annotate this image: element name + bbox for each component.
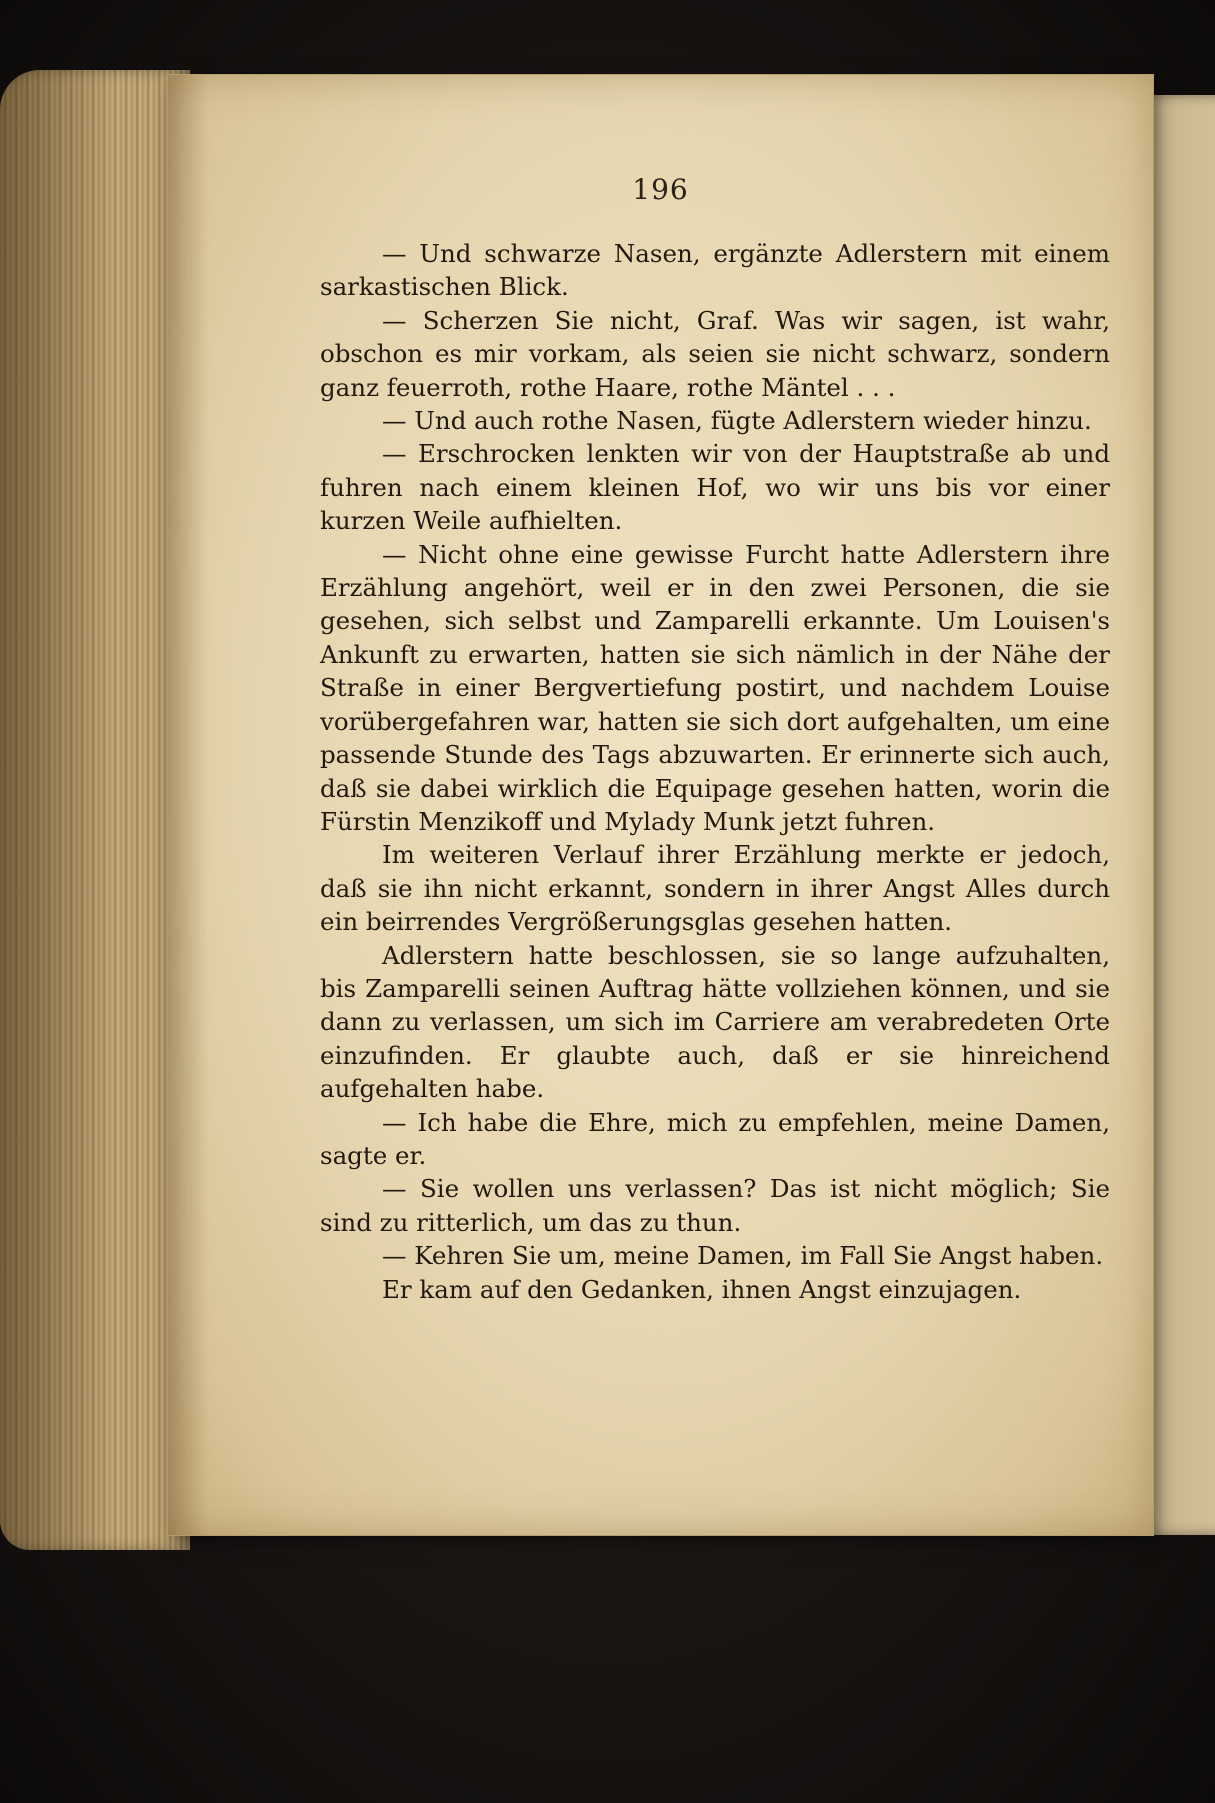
paragraph: — Kehren Sie um, meine Damen, im Fall Sie Angst haben.: [382, 1241, 1104, 1271]
paragraph: — Scherzen Sie nicht, Graf. Was wir sagen, ist wahr, obschon es mir vorkam, als seien sie nicht schwarz, sondern ganz feuerroth, rothe Haare, rothe Mäntel . . .: [320, 305, 1110, 402]
paragraph: Im weiteren Verlauf ihrer Erzählung merkte er jedoch, daß sie ihn nicht erkannt, sondern in ihrer Angst Alles durch ein beirrendes Vergrößerungsglas gesehen hatten.: [320, 840, 1110, 937]
paragraph: Adlerstern hatte beschlossen, sie so lange aufzuhalten, bis Zamparelli seinen Auftrag hätte vollziehen können, und sie dann zu verlassen, um sich im Carriere am verabredeten Orte einzufinden. Er glaubte auch, daß er sie hinreichend aufgehalten habe.: [320, 940, 1110, 1104]
paragraph: — Nicht ohne eine gewisse Furcht hatte Adlerstern ihre Erzählung angehört, weil er in den zwei Personen, die sie gesehen, sich selbst und Zamparelli erkannte. Um Louisen's Ankunft zu erwarten, hatten sie sich nämlich in der Nähe der Straße in einer Bergvertiefung postirt, und nachdem Louise vorübergefahren war, hatten sie sich dort aufgehalten, um eine passende Stunde des Tags abzuwarten. Er erinnerte sich auch, daß sie dabei wirklich die Equipage gesehen hatten, worin die Fürstin Menzikoff und Mylady Munk jetzt fuhren.: [320, 539, 1110, 836]
paragraph: — Ich habe die Ehre, mich zu empfehlen, meine Damen, sagte er.: [320, 1107, 1110, 1170]
page-number: 196: [632, 173, 689, 206]
book-page: [168, 75, 1153, 1535]
page-stack-edge: [0, 70, 190, 1550]
paragraph: Er kam auf den Gedanken, ihnen Angst einzujagen.: [382, 1274, 1022, 1304]
paragraph: — Sie wollen uns verlassen? Das ist nicht möglich; Sie sind zu ritterlich, um das zu thun.: [320, 1174, 1110, 1237]
paragraph: — Und schwarze Nasen, ergänzte Adlerstern mit einem sarkastischen Blick.: [320, 239, 1110, 302]
paragraph: — Und auch rothe Nasen, fügte Adlerstern wieder hinzu.: [382, 406, 1092, 436]
paragraph: — Erschrocken lenkten wir von der Hauptstraße ab und fuhren nach einem kleinen Hof, wo wir uns bis vor einer kurzen Weile aufhielten.: [320, 439, 1110, 536]
page-text: [320, 237, 1110, 1306]
